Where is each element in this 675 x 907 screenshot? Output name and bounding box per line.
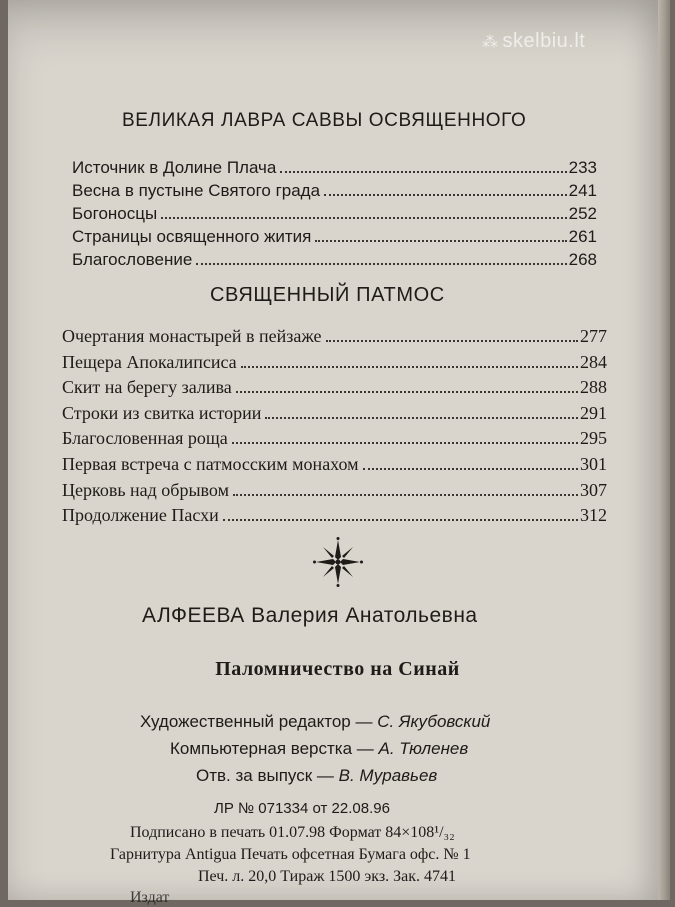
toc-entry-title: Благословение	[72, 250, 193, 269]
book-title: Паломничество на Синай	[215, 658, 460, 680]
toc-entry	[72, 227, 597, 250]
toc-entry	[62, 480, 607, 506]
dot-leader	[223, 519, 578, 521]
credit-name: С. Якубовский	[377, 712, 491, 731]
toc-entry-page: 277	[580, 326, 607, 346]
credit-name: А. Тюленев	[378, 739, 469, 758]
toc-entry	[62, 326, 607, 352]
cross-ornament-icon	[313, 537, 363, 587]
toc-list-patmos	[62, 326, 607, 531]
credit-release	[196, 766, 437, 786]
imprint-signed: Подписано в печать 01.07.98 Формат 84×108¹/₃₂	[130, 824, 455, 841]
toc-entry-title: Скит на берегу залива	[62, 377, 232, 398]
toc-entry-page: 291	[580, 402, 607, 423]
dot-leader	[232, 442, 578, 444]
section-title-patmos: СВЯЩЕННЫЙ ПАТМОС	[210, 284, 445, 306]
toc-entry	[72, 158, 597, 181]
dot-leader	[233, 494, 578, 496]
toc-entry-title: Церковь над обрывом	[62, 479, 229, 500]
toc-entry	[72, 204, 597, 227]
credit-role: Художественный редактор —	[140, 712, 378, 731]
dot-leader	[265, 417, 578, 419]
credit-role: Отв. за выпуск —	[196, 766, 339, 785]
toc-entry	[62, 454, 607, 480]
toc-entry-title: Весна в пустыне Святого града	[72, 181, 321, 200]
dot-leader	[363, 468, 578, 470]
imprint-license: ЛР № 071334 от 22.08.96	[214, 800, 390, 817]
toc-entry	[62, 505, 607, 531]
toc-entry-page: 241	[568, 181, 597, 200]
toc-entry-title: Строки из свитка истории	[62, 402, 262, 423]
toc-entry-page: 301	[580, 453, 607, 474]
dot-leader	[324, 194, 567, 196]
imprint-typeface: Гарнитура Antigua Печать офсетная Бумага офс. № 1	[110, 846, 471, 863]
toc-entry	[62, 428, 607, 454]
dot-leader	[236, 391, 578, 393]
toc-entry-page: 252	[568, 204, 597, 223]
dot-leader	[326, 340, 578, 342]
dot-leader	[196, 263, 566, 265]
imprint-publisher: Издат	[130, 889, 170, 906]
credit-art-editor	[140, 712, 490, 732]
dot-leader	[161, 217, 566, 219]
toc-entry-page: 312	[580, 505, 607, 526]
toc-entry	[62, 377, 607, 403]
toc-entry-title: Благословенная роща	[62, 428, 228, 449]
toc-entry-page: 233	[568, 158, 597, 177]
toc-entry-page: 288	[580, 377, 607, 398]
credit-layout	[170, 739, 468, 759]
watermark: ⁂ skelbiu.lt	[482, 30, 586, 52]
toc-entry	[62, 352, 607, 378]
dot-leader	[280, 171, 566, 173]
toc-entry-page: 261	[568, 227, 597, 246]
toc-entry-page: 284	[580, 351, 607, 372]
toc-entry-title: Пещера Апокалипсиса	[62, 351, 237, 372]
imprint-sheets: Печ. л. 20,0 Тираж 1500 экз. Зак. 4741	[198, 868, 457, 885]
toc-entry-page: 268	[568, 250, 597, 269]
toc-entry	[72, 181, 597, 204]
page-edge	[658, 0, 670, 900]
toc-entry-title: Источник в Долине Плача	[72, 158, 277, 177]
toc-entry-title: Продолжение Пасхи	[62, 505, 219, 526]
toc-entry	[62, 403, 607, 429]
dot-leader	[241, 366, 578, 368]
toc-list-lavra	[72, 158, 597, 273]
toc-entry	[72, 250, 597, 273]
toc-entry-title: Первая встреча с патмосским монахом	[62, 453, 359, 474]
toc-entry-page: 307	[580, 479, 607, 500]
section-title-lavra: ВЕЛИКАЯ ЛАВРА САВВЫ ОСВЯЩЕННОГО	[122, 110, 527, 131]
toc-entry-title: Богоносцы	[72, 204, 158, 223]
toc-entry-title: Очертания монастырей в пейзаже	[62, 326, 322, 346]
author-name: АЛФЕЕВА Валерия Анатольевна	[142, 604, 478, 627]
credit-role: Компьютерная верстка —	[170, 739, 379, 758]
dot-leader	[315, 240, 566, 242]
toc-entry-title: Страницы освященного жития	[72, 227, 312, 246]
toc-entry-page: 295	[580, 428, 607, 449]
watermark-dots-icon: ⁂	[482, 34, 499, 51]
credit-name: В. Муравьев	[338, 766, 438, 785]
